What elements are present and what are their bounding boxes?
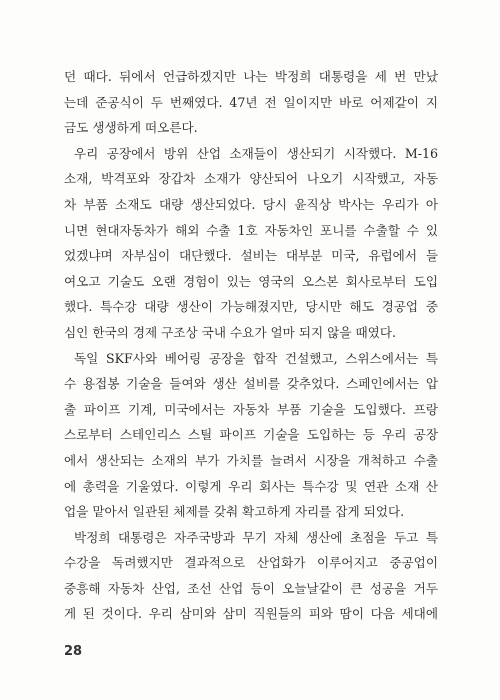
- text-line: 여오고 기술도 오랜 경험이 있는 영국의 오스본 회사로부터 도입: [64, 273, 438, 289]
- text-line: 게 된 것이다. 우리 삼미와 삼미 직원들의 피와 땀이 다음 세대에: [64, 606, 438, 622]
- page-number: 28: [64, 644, 83, 659]
- text-line: 스로부터 스테인리스 스틸 파이프 기술을 도입하는 등 우리 공장: [64, 427, 438, 443]
- text-line: 우리 공장에서 방위 산업 소재들이 생산되기 시작했다. M-16: [74, 145, 438, 161]
- text-line: 에 총력을 기울였다. 이렇게 우리 회사는 특수강 및 연관 소재 산: [64, 478, 438, 494]
- text-line: 박정희 대통령은 자주국방과 무기 자체 생산에 초점을 두고 특: [74, 529, 438, 545]
- text-line: 심인 한국의 경제 구조상 국내 수요가 얼마 되지 않을 때였다.: [64, 324, 397, 340]
- text-line: 금도 생생하게 떠오른다.: [64, 120, 198, 136]
- text-line: 독일 SKF사와 베어링 공장을 합작 건설했고, 스위스에서는 특: [74, 350, 438, 366]
- body-text: [64, 64, 438, 627]
- text-line: 는데 준공식이 두 번째였다. 47년 전 일이지만 바로 어제같이 지: [64, 94, 438, 110]
- text-line: 했다. 특수강 대량 생산이 가능해졌지만, 당시만 해도 경공업 중: [64, 299, 438, 315]
- text-line: 에서 생산되는 소재의 부가 가치를 늘려서 시장을 개척하고 수출: [64, 452, 438, 468]
- text-line: 소재, 박격포와 장갑차 소재가 양산되어 나오기 시작했고, 자동: [64, 171, 438, 187]
- text-line: 업을 맡아서 일관된 체제를 갖춰 확고하게 자리를 잡게 되었다.: [64, 504, 405, 520]
- text-line: 수 용접봉 기술을 들여와 생산 설비를 갖추었다. 스페인에서는 압: [64, 376, 438, 392]
- text-line: 니면 현대자동차가 해외 수출 1호 자동차인 포니를 수출할 수 있: [64, 222, 438, 238]
- text-line: 차 부품 소재도 대량 생산되었다. 당시 윤직상 박사는 우리가 아: [64, 196, 438, 212]
- text-line: 었겠냐며 자부심이 대단했다. 설비는 대부분 미국, 유럽에서 들: [64, 248, 438, 264]
- text-line: 출 파이프 기계, 미국에서는 자동차 부품 기술을 도입했다. 프랑: [64, 401, 438, 417]
- text-line: 중흥해 자동차 산업, 조선 산업 등이 오늘날같이 큰 성공을 거두: [64, 580, 438, 596]
- text-line: 수강을 독려했지만 결과적으로 산업화가 이루어지고 중공업이: [64, 555, 438, 571]
- text-line: 던 때다. 뒤에서 언급하겠지만 나는 박정희 대통령을 세 번 만났: [64, 69, 438, 84]
